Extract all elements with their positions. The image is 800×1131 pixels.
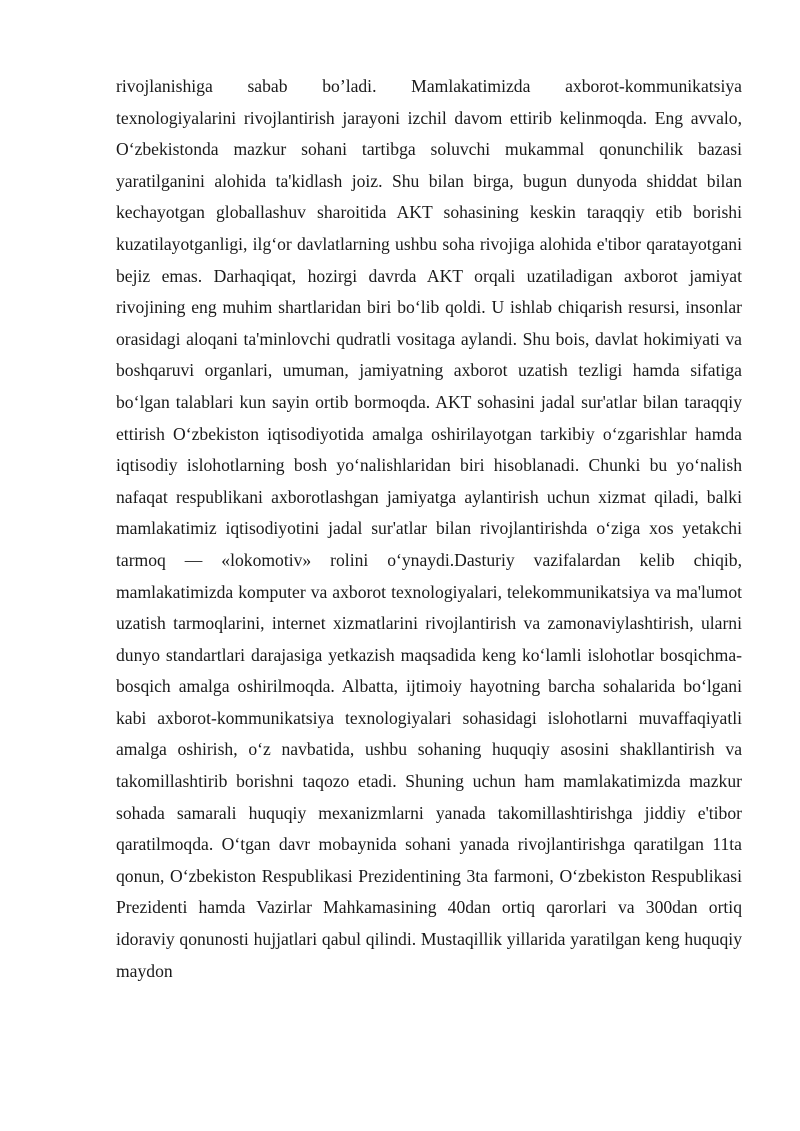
document-page [116, 71, 742, 987]
body-paragraph: rivojlanishiga sabab bo’ladi. Mamlakatimizda axborot-kommunikatsiya texnologiyalarini rivojlantirish jarayoni izchil davom ettirib kelinmoqda. Eng avvalo, O‘zbekistonda mazkur sohani tartibga soluvchi mukammal qonunchilik bazasi yaratilganini alohida ta'kidlash joiz. Shu bilan birga, bugun dunyoda shiddat bilan kechayotgan globallashuv sharoitida AKT sohasining keskin taraqqiy etib borishi kuzatilayotganligi, ilg‘or davlatlarning ushbu soha rivojiga alohida e'tibor qaratayotgani bejiz emas. Darhaqiqat, hozirgi davrda AKT orqali uzatiladigan axborot jamiyat rivojining eng muhim shartlaridan biri bo‘lib qoldi. U ishlab chiqarish resursi, insonlar orasidagi aloqani ta'minlovchi qudratli vositaga aylandi. Shu bois, davlat hokimiyati va boshqaruvi organlari, umuman, jamiyatning axborot uzatish tezligi hamda sifatiga bo‘lgan talablari kun sayin ortib bormoqda. AKT sohasini jadal sur'atlar bilan taraqqiy ettirish O‘zbekiston iqtisodiyotida amalga oshirilayotgan tarkibiy o‘zgarishlar hamda iqtisodiy islohotlarning bosh yo‘nalishlaridan biri hisoblanadi. Chunki bu yo‘nalish nafaqat respublikani axborotlashgan jamiyatga aylantirish uchun xizmat qiladi, balki mamlakatimiz iqtisodiyotini jadal sur'atlar bilan rivojlantirishda o‘ziga xos yetakchi tarmoq — «lokomotiv» rolini o‘ynaydi.Dasturiy vazifalardan kelib chiqib, mamlakatimizda komputer va axborot texnologiyalari, telekommunikatsiya va ma'lumot uzatish tarmoqlarini, internet xizmatlarini rivojlantirish va zamonaviylashtirish, ularni dunyo standartlari darajasiga yetkazish maqsadida keng ko‘lamli islohotlar bosqichma-bosqich amalga oshirilmoqda. Albatta, ijtimoiy hayotning barcha sohalarida bo‘lgani kabi axborot-kommunikatsiya texnologiyalari sohasidagi islohotlarni muvaffaqiyatli amalga oshirish, o‘z navbatida, ushbu sohaning huquqiy asosini shakllantirish va takomillashtirib borishni taqozo etadi. Shuning uchun ham mamlakatimizda mazkur sohada samarali huquqiy mexanizmlarni yanada takomillashtirishga jiddiy e'tibor qaratilmoqda. O‘tgan davr mobaynida sohani yanada rivojlantirishga qaratilgan 11ta qonun, O‘zbekiston Respublikasi Prezidentining 3ta farmoni, O‘zbekiston Respublikasi Prezidenti hamda Vazirlar Mahkamasining 40dan ortiq qarorlari va 300dan ortiq idoraviy qonunosti hujjatlari qabul qilindi. Mustaqillik yillarida yaratilgan keng huquqiy maydon [116, 76, 742, 981]
